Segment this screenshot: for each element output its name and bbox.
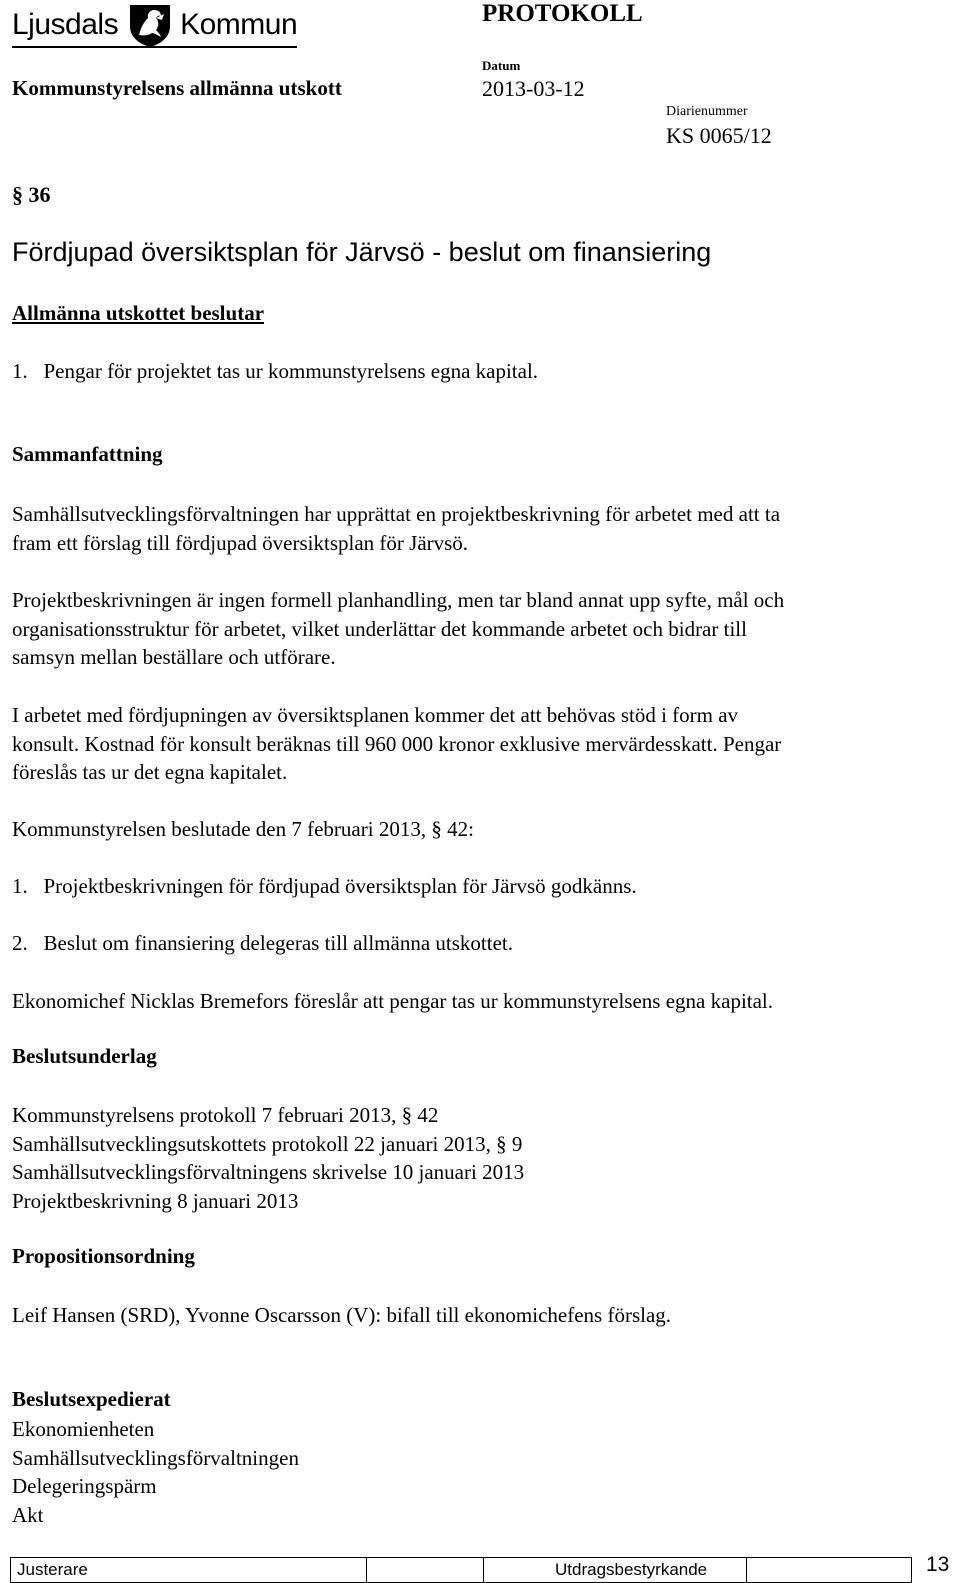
municipality-logo xyxy=(12,2,297,48)
summary-heading: Sammanfattning xyxy=(12,442,163,466)
signature-footer xyxy=(10,1557,912,1583)
summary-p3-line-1: I arbetet med fördjupningen av översiktsplanen kommer det att behövas stöd i form av xyxy=(12,703,739,727)
dispatch-line-3: Delegeringspärm xyxy=(12,1474,157,1498)
dispatch-heading: Beslutsexpedierat xyxy=(12,1387,171,1411)
summary-p1-line-2: fram ett förslag till fördjupad översiktsplan för Järvsö. xyxy=(12,530,469,555)
footer-divider-3 xyxy=(746,1558,747,1582)
dispatch-line-2: Samhällsutvecklingsförvaltningen xyxy=(12,1445,299,1470)
summary-p3-line-3: föreslås tas ur det egna kapitalet. xyxy=(12,760,288,784)
summary-paragraph-2 xyxy=(12,586,784,672)
logo-underline xyxy=(12,46,297,48)
summary-paragraph-5: Ekonomichef Nicklas Bremefors föreslår att pengar tas ur kommunstyrelsens egna kapital. xyxy=(12,989,774,1013)
committee-name: Kommunstyrelsens allmänna utskott xyxy=(12,76,342,100)
section-title: Fördjupad översiktsplan för Järvsö - beslut om finansiering xyxy=(12,237,712,267)
summary-p2-line-1: Projektbeskrivningen är ingen formell planhandling, men tar bland annat upp syfte, mål och xyxy=(12,588,785,612)
summary-list-item-2: 2. Beslut om finansiering delegeras till allmänna utskottet. xyxy=(12,931,513,955)
footer-divider-1 xyxy=(366,1558,367,1582)
document-type: PROTOKOLL xyxy=(482,0,643,27)
dispatch-line-4: Akt xyxy=(12,1502,44,1527)
summary-p2-line-3: samsyn mellan beställare och utförare. xyxy=(12,645,336,669)
basis-heading: Beslutsunderlag xyxy=(12,1044,157,1068)
footer-justerare: Justerare xyxy=(17,1560,88,1579)
summary-paragraph-3 xyxy=(12,701,781,787)
dispatch-list xyxy=(12,1415,299,1529)
section-number-value: 36 xyxy=(28,182,51,207)
footer-divider-2 xyxy=(483,1558,484,1582)
coat-of-arms-icon xyxy=(126,2,174,48)
date-label: Datum xyxy=(482,58,521,73)
section-number xyxy=(12,182,51,208)
summary-p3-line-2: konsult. Kostnad för konsult beräknas till 960 000 kronor exklusive mervärdesskatt. Pengar xyxy=(12,731,782,756)
basis-list xyxy=(12,1101,524,1215)
footer-utdragsbestyrkande: Utdragsbestyrkande xyxy=(555,1560,708,1579)
decision-heading: Allmänna utskottet beslutar xyxy=(12,301,265,325)
diary-number-label: Diarienummer xyxy=(666,104,748,119)
proposal-heading: Propositionsordning xyxy=(12,1244,195,1268)
summary-paragraph-4: Kommunstyrelsen beslutade den 7 februari 2013, § 42: xyxy=(12,817,474,841)
diary-number-value: KS 0065/12 xyxy=(666,123,772,148)
date-value: 2013-03-12 xyxy=(482,76,585,101)
summary-paragraph-1 xyxy=(12,500,780,557)
paragraph-sign-icon: § xyxy=(12,182,23,207)
summary-p2-line-2: organisationsstruktur för arbetet, vilket underlättar det kommande arbetet och bidrar till xyxy=(12,616,747,641)
dispatch-line-1: Ekonomienheten xyxy=(12,1417,155,1441)
summary-list-item-1: 1. Projektbeskrivningen för fördjupad översiktsplan för Järvsö godkänns. xyxy=(12,874,637,898)
basis-line-3: Samhällsutvecklingsförvaltningens skrivelse 10 januari 2013 xyxy=(12,1160,525,1184)
logo-word-right: Kommun xyxy=(180,8,298,41)
basis-line-4: Projektbeskrivning 8 januari 2013 xyxy=(12,1188,299,1213)
logo-word-left: Ljusdals xyxy=(12,8,119,41)
proposal-text: Leif Hansen (SRD), Yvonne Oscarsson (V): bifall till ekonomichefens förslag. xyxy=(12,1303,672,1327)
page-number: 13 xyxy=(926,1553,950,1576)
summary-p1-line-1: Samhällsutvecklingsförvaltningen har upprättat en projektbeskrivning för arbetet med att ta xyxy=(12,502,781,526)
basis-line-1: Kommunstyrelsens protokoll 7 februari 2013, § 42 xyxy=(12,1103,439,1127)
decision-item-1: 1. Pengar för projektet tas ur kommunstyrelsens egna kapital. xyxy=(12,359,539,383)
basis-line-2: Samhällsutvecklingsutskottets protokoll 22 januari 2013, § 9 xyxy=(12,1131,523,1156)
